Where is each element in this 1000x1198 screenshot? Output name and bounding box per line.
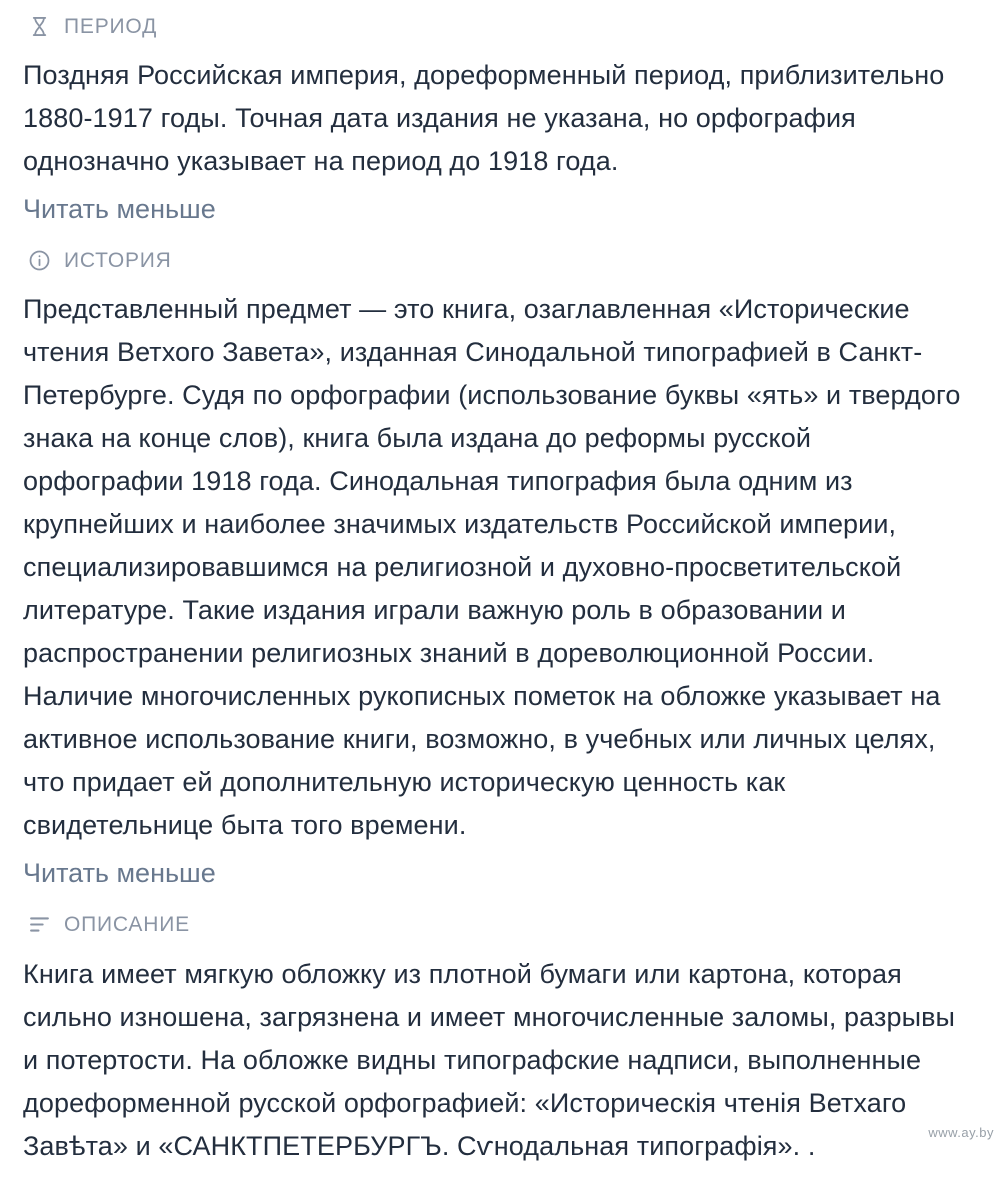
section-description	[23, 912, 970, 1167]
read-less-link[interactable]: Читать меньше	[23, 858, 216, 889]
section-text: Книга имеет мягкую обложку из плотной бумаги или картона, которая сильно изношена, загрязнена и имеет многочисленные заломы, разрывы и потертости. На обложке видны типографские надписи, выполненные дореформенной русской орфографией: «Историческія чтенія Ветхаго Завѣта» и «САНКТПЕТЕРБУРГЪ. Сѵнодальная типографія». .	[23, 958, 956, 1161]
section-description-header	[28, 912, 970, 937]
section-text: Поздняя Российская империя, дореформенный период, приблизительно 1880-1917 годы. Точная дата издания не указана, но орфография однозначно указывает на период до 1918 года.	[23, 60, 945, 177]
section-period-header	[28, 14, 970, 39]
section-history	[23, 248, 970, 888]
section-title: ПЕРИОД	[64, 15, 158, 38]
info-icon	[28, 249, 51, 272]
section-text: Представленный предмет — это книга, озаглавленная «Исторические чтения Ветхого Завета», изданная Синодальной типографией в Санкт-Петербурге. Судя по орфографии (использование буквы «ять» и твердого знака на конце слов), книга была издана до реформы русской орфографии 1918 года. Синодальная типография была одним из крупнейших и наиболее значимых издательств Российской империи, специализировавшимся на религиозной и духовно-просветительской литературе. Такие издания играли важную роль в образовании и распространении религиозных знаний в дореволюционной России. Наличие многочисленных рукописных пометок на обложке указывает на активное использование книги, возможно, в учебных или личных целях, что придает ей дополнительную историческую ценность как свидетельнице быта того времени.	[23, 294, 961, 841]
section-history-header	[28, 248, 970, 273]
hourglass-icon	[28, 15, 51, 38]
list-lines-icon	[28, 913, 51, 936]
read-less-link[interactable]: Читать меньше	[23, 194, 216, 225]
section-title: ОПИСАНИЕ	[64, 913, 190, 937]
section-title: ИСТОРИЯ	[64, 249, 172, 273]
watermark: www.ay.by	[928, 1125, 994, 1140]
section-period	[23, 14, 970, 224]
